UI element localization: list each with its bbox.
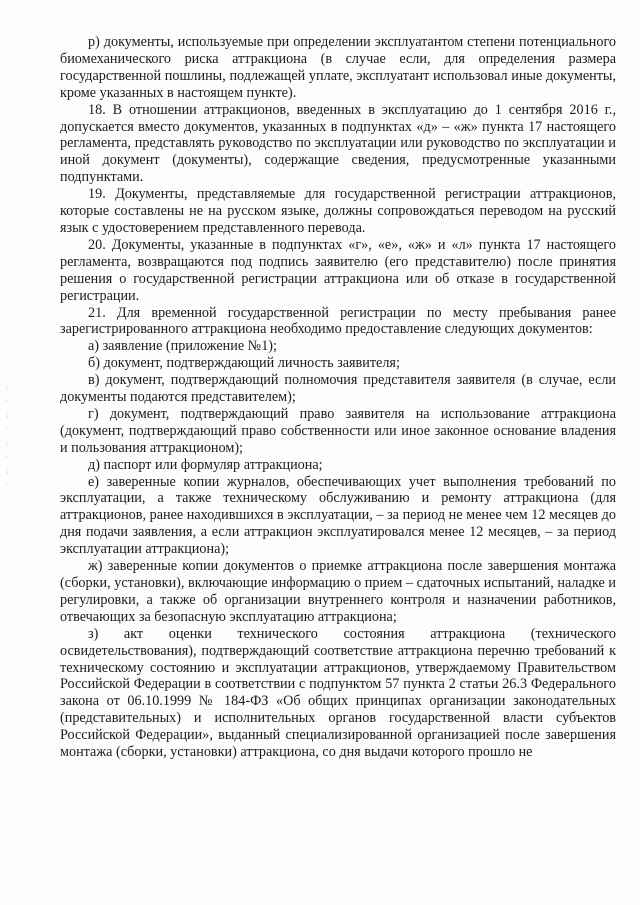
list-item-z: з) акт оценки технического состояния аттракциона (технического освидетельствования), подтверждающий соответствие аттракциона перечню требований к техническому состоянию и эксплуатации аттракционов, утверждаемому Правительством Российской Федерации в соответствии с подпунктом 57 пункта 2 статьи 26.3 Федерального закона от 06.10.1999 № 184-ФЗ «Об общих принципах организации законодательных (представительных) и исполнительных органов государственной власти субъектов Российской Федерации», выданный специализированной организацией после завершения монтажа (сборки, установки) аттракциона, со дня выдачи которого прошло не [60,625,616,761]
margin-scan-marks: : · : · : · : · [6,383,9,489]
paragraph-19: 19. Документы, представляемые для государственной регистрации аттракционов, которые составлены не на русском языке, должны сопровождаться переводом на русский язык с удостоверением представленного перевода. [60,186,616,236]
list-item-g: г) документ, подтверждающий право заявителя на использование аттракциона (документ, подтверждающий право собственности или иное законное основание владения и пользования аттракционом); [60,405,616,456]
paragraph-r-documents: р) документы, используемые при определении эксплуатантом степени потенциального биомеханического риска аттракциона (в случае если, для определения размера государственной пошлины, подлежащей уплате, эксплуатант использовал иные документы, кроме указанных в настоящем пункте). [60,34,616,101]
paragraph-20: 20. Документы, указанные в подпунктах «г», «е», «ж» и «л» пункта 17 настоящего регламента, возвращаются под подпись заявителю (его представителю) после принятия решения о государственной регистрации аттракциона или об отказе в государственной регистрации. [60,236,616,304]
list-item-v: в) документ, подтверждающий полномочия представителя заявителя (в случае, если документы подаются представителем); [60,372,616,406]
list-item-a: а) заявление (приложение №1); [88,338,277,355]
list-item-b: б) документ, подтверждающий личность заявителя; [88,355,400,372]
list-item-zh: ж) заверенные копии документов о приемке аттракциона после завершения монтажа (сборки, установки), включающие информацию о прием – сдаточных испытаний, наладке и регулировки, а также об организации внутреннего контроля и назначении работников, отвечающих за безопасную эксплуатацию аттракциона; [60,558,616,625]
paragraph-21: 21. Для временной государственной регистрации по месту пребывания ранее зарегистрированного аттракциона необходимо предоставление следующих документов: [60,304,616,338]
document-body [60,34,616,761]
list-item-d: д) паспорт или формуляр аттракциона; [88,456,323,473]
list-item-e: е) заверенные копии журналов, обеспечивающих учет выполнения требований по эксплуатации, а также техническому обслуживанию и ремонту аттракциона (для аттракционов, ранее находившихся в эксплуатации, – за период не менее чем 12 месяцев до дня подачи заявления, а если аттракцион эксплуатировался менее 12 месяцев, – за период эксплуатации аттракциона); [60,473,616,558]
paragraph-18: 18. В отношении аттракционов, введенных в эксплуатацию до 1 сентября 2016 г., допускается вместо документов, указанных в подпунктах «д» – «ж» пункта 17 настоящего регламента, представлять руководство по эксплуатации или руководство по эксплуатации и иной документ (документы), содержащие сведения, предусмотренные указанными подпунктами. [60,101,616,186]
